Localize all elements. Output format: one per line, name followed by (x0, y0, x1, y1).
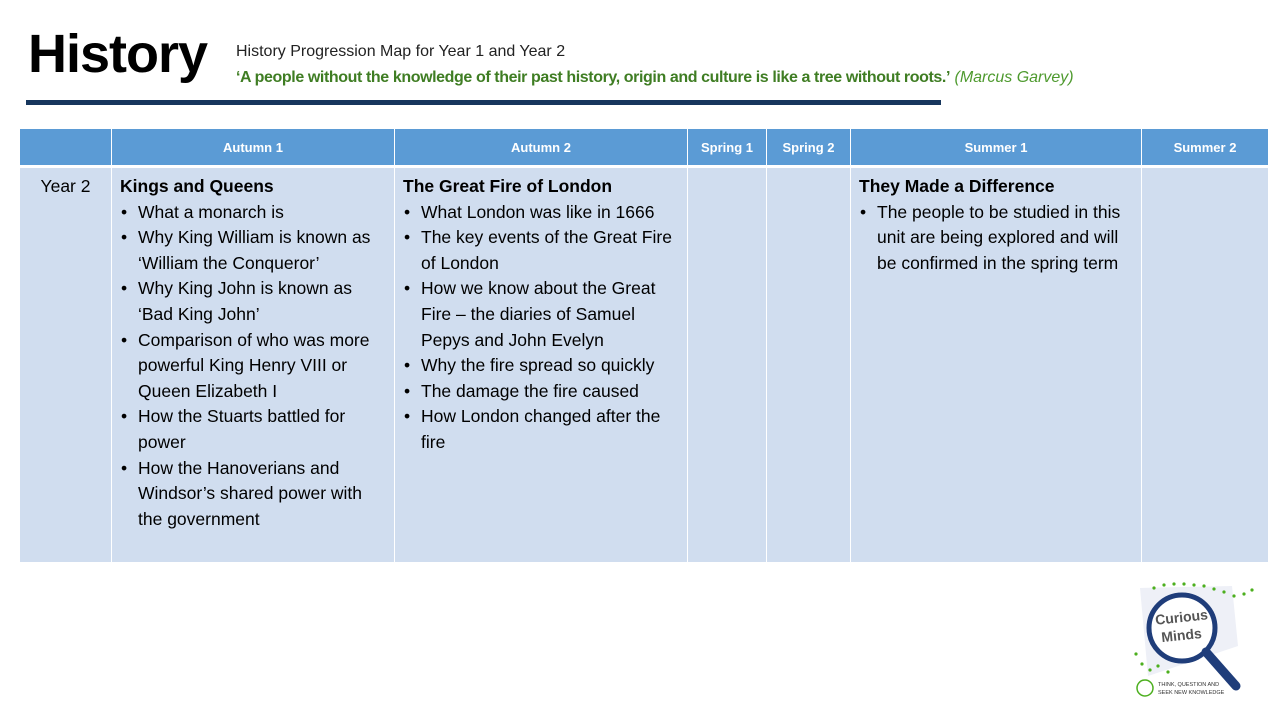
list-item: • What a monarch is (120, 200, 386, 226)
unit-title: They Made a Difference (859, 176, 1055, 196)
logo-word-minds: Minds (1160, 624, 1203, 646)
bullet-list (120, 200, 386, 533)
list-item: • How London changed after the fire (403, 404, 679, 455)
curious-minds-logo (1128, 580, 1258, 710)
logo-tagline-1: THINK, QUESTION AND (1158, 682, 1220, 688)
header-divider (26, 100, 941, 105)
list-item: • How the Stuarts battled for power (120, 404, 386, 455)
list-item: • How we know about the Great Fire – the diaries of Samuel Pepys and John Evelyn (403, 276, 679, 353)
column-header-spring-1: Spring 1 (688, 129, 767, 167)
cell-spring-2 (767, 167, 851, 563)
cell-autumn-1 (112, 167, 395, 563)
logo-tagline-2: SEEK NEW KNOWLEDGE (1158, 690, 1225, 696)
list-item: • Comparison of who was more powerful King Henry VIII or Queen Elizabeth I (120, 328, 386, 405)
quote-text: ‘A people without the knowledge of their past history, origin and culture is like a tree without roots.’ (236, 69, 951, 86)
column-header-autumn-1: Autumn 1 (112, 129, 395, 167)
column-header-spring-2: Spring 2 (767, 129, 851, 167)
list-item: • Why King John is known as ‘Bad King John’ (120, 276, 386, 327)
quote (236, 68, 1074, 88)
row-label: Year 2 (20, 167, 112, 563)
cell-autumn-2 (395, 167, 688, 563)
cell-summer-2 (1142, 167, 1269, 563)
table-row (20, 167, 1269, 563)
cell-spring-1 (688, 167, 767, 563)
list-item: • How the Hanoverians and Windsor’s shared power with the government (120, 456, 386, 533)
column-header-autumn-2: Autumn 2 (395, 129, 688, 167)
magnifier-handle (1206, 652, 1236, 686)
column-header-summer-1: Summer 1 (851, 129, 1142, 167)
list-item: • The damage the fire caused (403, 379, 679, 405)
header-row (20, 129, 1269, 167)
emblem-icon (1137, 680, 1153, 696)
page-subtitle: History Progression Map for Year 1 and Year 2 (236, 43, 566, 60)
list-item: • What London was like in 1666 (403, 200, 679, 226)
bullet-list (403, 200, 679, 456)
logo-word-curious: Curious (1154, 606, 1209, 628)
column-header-summer-2: Summer 2 (1142, 129, 1269, 167)
unit-title: The Great Fire of London (403, 176, 613, 196)
progression-table (19, 128, 1269, 563)
list-item: • The key events of the Great Fire of London (403, 225, 679, 276)
list-item: • Why King William is known as ‘William the Conqueror’ (120, 225, 386, 276)
list-item: • The people to be studied in this unit are being explored and will be confirmed in the spring term (859, 200, 1133, 277)
page-title: History (28, 24, 208, 84)
cell-summer-1 (851, 167, 1142, 563)
bullet-list (859, 200, 1133, 277)
list-item: • Why the fire spread so quickly (403, 353, 679, 379)
unit-title: Kings and Queens (120, 176, 274, 196)
corner-cell (20, 129, 112, 167)
quote-author: (Marcus Garvey) (954, 69, 1074, 86)
